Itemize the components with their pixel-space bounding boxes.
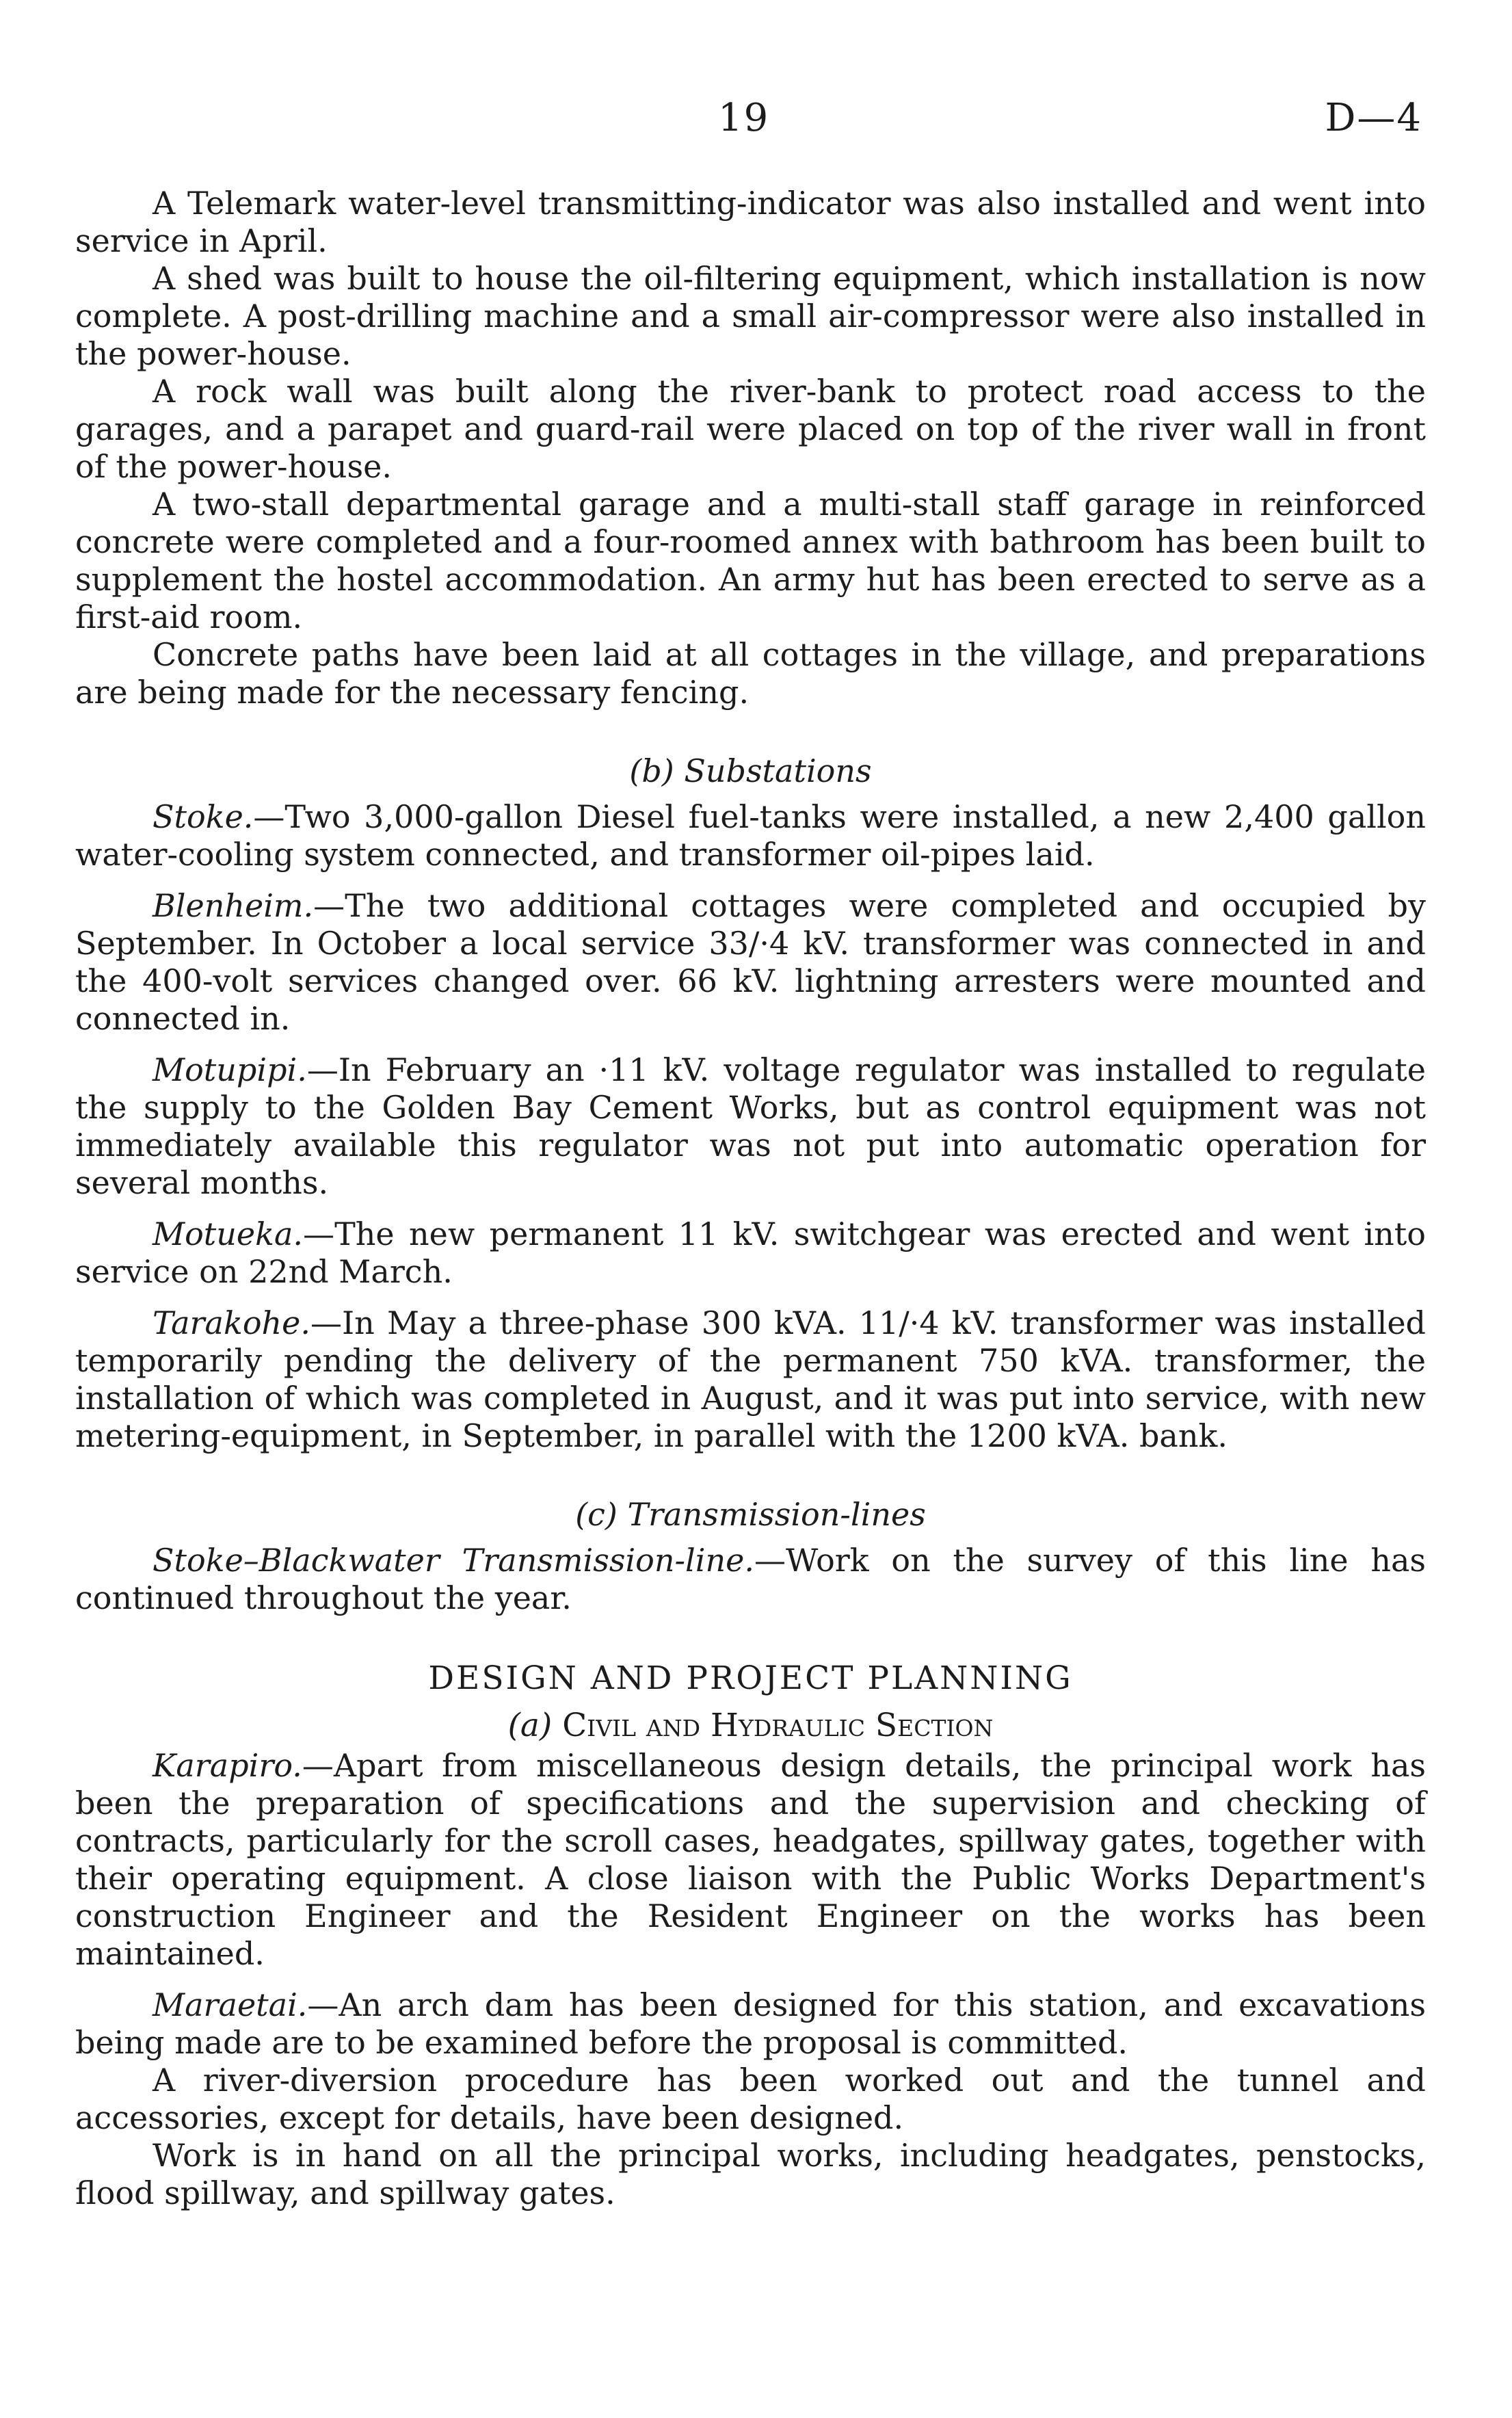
design-paragraph-maraetai	[75, 1986, 1426, 2062]
civil-hydraulic-heading	[75, 1707, 1426, 1744]
intro-paragraph: A shed was built to house the oil-filtering equipment, which installation is now complete. A post-drilling machine and a small air-compressor were also installed in the power-house.	[75, 260, 1426, 372]
intro-paragraph: Concrete paths have been laid at all cottages in the village, and preparations are being made for the necessary fencing.	[75, 636, 1426, 711]
paragraph-lead: Motupipi.	[152, 1051, 307, 1088]
design-closing-paragraph: Work is in hand on all the principal works, including headgates, penstocks, flood spillway, and spillway gates.	[75, 2137, 1426, 2211]
paragraph-text: —The two additional cottages were completed and occupied by September. In October a local service 33/·4 kV. transformer was connected in and the 400-volt services changed over. 66 kV. lightning arresters were mounted and connected in.	[75, 887, 1426, 1037]
transmission-heading-letter: (c)	[575, 1496, 618, 1533]
intro-paragraph: A two-stall departmental garage and a multi-stall staff garage in reinforced concrete were completed and a four-roomed annex with bathroom has been built to supplement the hostel accommodation. An army hut has been erected to serve as a first-aid room.	[75, 486, 1426, 635]
paragraph-lead: Stoke.	[152, 798, 254, 835]
paragraph-lead: Stoke–Blackwater Transmission-line.	[152, 1542, 754, 1579]
intro-paragraph: A rock wall was built along the river-bank to protect road access to the garages, and a parapet and guard-rail were placed on top of the river wall in front of the power-house.	[75, 373, 1426, 485]
paragraph-lead: Karapiro.	[152, 1747, 302, 1784]
civil-heading-letter: (a)	[507, 1707, 553, 1744]
design-paragraph-karapiro	[75, 1747, 1426, 1973]
paragraph-lead: Blenheim.	[152, 887, 314, 924]
paragraph-text: —An arch dam has been designed for this station, and excavations being made are to be examined before the proposal is committed.	[75, 1986, 1426, 2061]
substations-heading	[75, 752, 1426, 790]
substations-heading-title: Substations	[684, 752, 872, 789]
design-closing-paragraph: A river-diversion procedure has been worked out and the tunnel and accessories, except for details, have been designed.	[75, 2062, 1426, 2136]
document-reference: D—4	[1325, 96, 1422, 140]
substation-paragraph-tarakohe	[75, 1304, 1426, 1455]
paragraph-text: —The new permanent 11 kV. switchgear was erected and went into service on 22nd March.	[75, 1215, 1426, 1290]
civil-heading-title: Civil and Hydraulic Section	[562, 1707, 994, 1744]
paragraph-text: —Two 3,000-gallon Diesel fuel-tanks were installed, a new 2,400 gallon water-cooling system connected, and transformer oil-pipes laid.	[75, 798, 1426, 873]
substation-paragraph-blenheim	[75, 887, 1426, 1038]
intro-paragraph: A Telemark water-level transmitting-indicator was also installed and went into service in April.	[75, 185, 1426, 259]
paragraph-text: —In May a three-phase 300 kVA. 11/·4 kV. transformer was installed temporarily pending the delivery of the permanent 750 kVA. transformer, the installation of which was completed in August, and it was put into service, with new metering-equipment, in September, in parallel with the 1200 kVA. bank.	[75, 1304, 1426, 1454]
substation-paragraph-stoke	[75, 798, 1426, 873]
transmission-heading	[75, 1496, 1426, 1534]
transmission-paragraph	[75, 1542, 1426, 1617]
paragraph-lead: Motueka.	[152, 1215, 304, 1252]
paragraph-lead: Maraetai.	[152, 1986, 308, 2023]
page-header	[75, 96, 1422, 157]
paragraph-text: —In February an ·11 kV. voltage regulator was installed to regulate the supply to the Golden Bay Cement Works, but as control equipment was not immediately available this regulator was not put into automatic operation for several months.	[75, 1051, 1426, 1201]
substations-heading-letter: (b)	[629, 752, 674, 789]
design-major-heading: DESIGN AND PROJECT PLANNING	[428, 1659, 1073, 1697]
paragraph-text: —Apart from miscellaneous design details, the principal work has been the preparation of specifications and the supervision and checking of contracts, particularly for the scroll cases, headgates, spillway gates, together with their operating equipment. A close liaison with the Public Works Department's construction Engineer and the Resident Engineer on the works has been maintained.	[75, 1747, 1426, 1972]
transmission-heading-title: Transmission-lines	[627, 1496, 926, 1533]
page-body	[75, 185, 1426, 2212]
substation-paragraph-motueka	[75, 1215, 1426, 1291]
paragraph-lead: Tarakohe.	[152, 1304, 310, 1341]
page-number: 19	[718, 96, 770, 140]
substation-paragraph-motupipi	[75, 1051, 1426, 1202]
paragraph-text: —Work on the survey of this line has continued throughout the year.	[75, 1542, 1426, 1616]
